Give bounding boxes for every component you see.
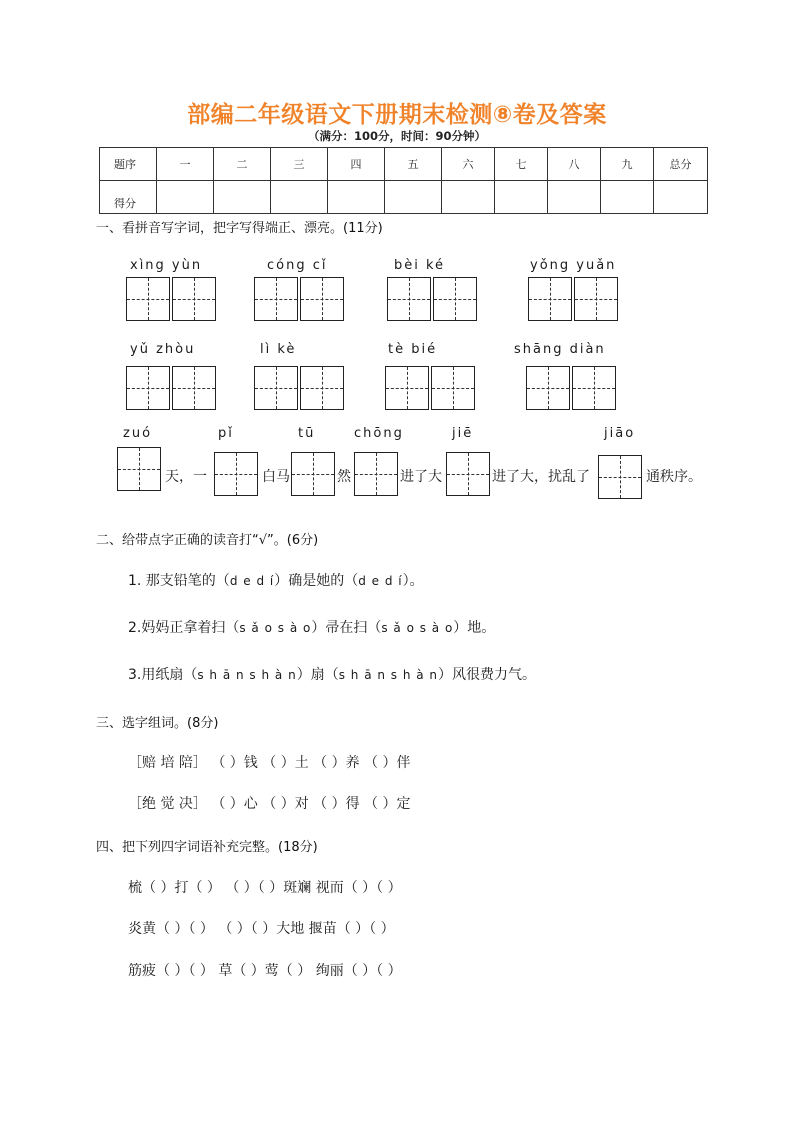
writing-box[interactable] (300, 277, 344, 321)
pinyin-label: pǐ (218, 426, 234, 441)
score-header-cell: 三 (271, 148, 328, 181)
section-4-heading: 四、把下列四字词语补充完整。(18分) (96, 840, 318, 855)
score-input-cell[interactable] (548, 181, 601, 214)
writing-box[interactable] (117, 447, 161, 491)
pinyin-option[interactable]: s ǎ o s à o (381, 621, 454, 635)
pinyin-label: tū (298, 426, 316, 441)
score-header-cell: 二 (214, 148, 271, 181)
score-input-cell[interactable] (442, 181, 495, 214)
writing-box[interactable] (598, 455, 642, 499)
pinyin-label: jiāo (604, 426, 636, 441)
section-3-heading: 三、选字组词。(8分) (96, 716, 219, 731)
sentence-text: ）。 (402, 573, 424, 589)
writing-box[interactable] (172, 277, 216, 321)
score-input-cell[interactable] (328, 181, 385, 214)
sentence-text: ）确是她的（ (274, 573, 359, 589)
writing-box[interactable] (291, 452, 335, 496)
word-choice-row[interactable]: ［赔 培 陪］ （ ）钱 （ ）土 （ ）养 （ ）伴 (128, 755, 411, 771)
section-1-heading: 一、看拼音写字词，把字写得端正、漂亮。(11分) (96, 221, 383, 236)
writing-box[interactable] (431, 366, 475, 410)
pinyin-option[interactable]: s h ā n s h à n (197, 668, 297, 682)
word-choice-row[interactable]: ［绝 觉 决］ （ ）心 （ ）对 （ ）得 （ ）定 (128, 796, 411, 812)
sentence-text: ）风很费力气。 (438, 667, 537, 683)
writing-box[interactable] (385, 366, 429, 410)
writing-box[interactable] (214, 452, 258, 496)
pinyin-label: jiē (452, 426, 474, 441)
section-2-heading: 二、给带点字正确的读音打“√”。(6分) (96, 533, 319, 548)
score-input-cell[interactable] (654, 181, 708, 214)
pinyin-label: yǒng yuǎn (530, 258, 617, 273)
score-input-cell[interactable] (271, 181, 328, 214)
writing-box[interactable] (172, 366, 216, 410)
pinyin-option[interactable]: d e d í (229, 574, 275, 588)
score-input-cell[interactable] (157, 181, 214, 214)
pinyin-label: yǔ zhòu (130, 342, 196, 357)
page-subtitle: （满分：100分，时间：90分钟） (307, 129, 486, 143)
writing-box[interactable] (354, 452, 398, 496)
sentence-text: ）扇（ (296, 667, 339, 683)
page-title: 部编二年级语文下册期末检测⑧卷及答案 (187, 102, 607, 128)
score-header-cell: 总分 (654, 148, 708, 181)
sentence-fragment: 白马 (262, 469, 290, 485)
score-header-cell: 四 (328, 148, 385, 181)
question-line (128, 570, 424, 590)
score-label-cell: 得分 (100, 181, 157, 214)
score-header-row (100, 148, 708, 181)
pinyin-option[interactable]: s h ā n s h à n (338, 668, 439, 682)
pinyin-label: chōng (354, 426, 404, 441)
pinyin-label: zuó (123, 426, 153, 441)
pinyin-label: cóng cǐ (267, 258, 328, 273)
writing-box[interactable] (387, 277, 431, 321)
writing-box[interactable] (126, 277, 170, 321)
sentence-fragment: 通秩序。 (646, 469, 702, 485)
score-input-cell[interactable] (495, 181, 548, 214)
writing-box[interactable] (126, 366, 170, 410)
pinyin-label: tè bié (388, 342, 438, 357)
score-header-cell: 一 (157, 148, 214, 181)
sentence-text: 3.用纸扇（ (128, 667, 198, 683)
sentence-text: ）帚在扫（ (311, 620, 382, 636)
pinyin-label: lì kè (260, 342, 297, 357)
score-input-cell[interactable] (385, 181, 442, 214)
idiom-row[interactable]: 炎黄（ ）（ ） （ ）（ ）大地 揠苗（ ）（ ） (128, 921, 395, 937)
pinyin-label: shāng diàn (514, 342, 606, 357)
score-header-cell: 六 (442, 148, 495, 181)
question-line (128, 664, 536, 684)
pinyin-option[interactable]: s ǎ o s à o (239, 621, 312, 635)
sentence-fragment: 进了大，扰乱了 (492, 469, 590, 485)
score-header-cell: 题序 (100, 148, 157, 181)
score-value-row (100, 181, 708, 214)
writing-box[interactable] (446, 452, 490, 496)
idiom-row[interactable]: 梳（ ）打（ ） （ ）（ ）斑斓 视而（ ）（ ） (128, 880, 402, 896)
pinyin-label: bèi ké (394, 258, 446, 273)
sentence-text: ）地。 (453, 620, 496, 636)
score-header-cell: 九 (601, 148, 654, 181)
writing-box[interactable] (254, 277, 298, 321)
writing-box[interactable] (574, 277, 618, 321)
score-header-cell: 八 (548, 148, 601, 181)
score-header-cell: 五 (385, 148, 442, 181)
writing-box[interactable] (300, 366, 344, 410)
sentence-fragment: 然 (337, 469, 351, 485)
sentence-text: 1. 那支铅笔的（ (128, 573, 230, 589)
writing-box[interactable] (254, 366, 298, 410)
writing-box[interactable] (572, 366, 616, 410)
pinyin-label: xìng yùn (130, 258, 203, 273)
writing-box[interactable] (526, 366, 570, 410)
pinyin-option[interactable]: d e d í (358, 574, 403, 588)
score-input-cell[interactable] (214, 181, 271, 214)
question-line (128, 617, 495, 637)
sentence-fragment: 天，一 (165, 469, 207, 485)
score-header-cell: 七 (495, 148, 548, 181)
writing-box[interactable] (528, 277, 572, 321)
score-table (99, 147, 708, 214)
sentence-text: 2.妈妈正拿着扫（ (128, 620, 240, 636)
sentence-fragment: 进了大 (400, 469, 442, 485)
writing-box[interactable] (433, 277, 477, 321)
score-input-cell[interactable] (601, 181, 654, 214)
idiom-row[interactable]: 筋疲（ ）（ ） 草（ ）莺（ ） 绚丽（ ）（ ） (128, 963, 402, 979)
